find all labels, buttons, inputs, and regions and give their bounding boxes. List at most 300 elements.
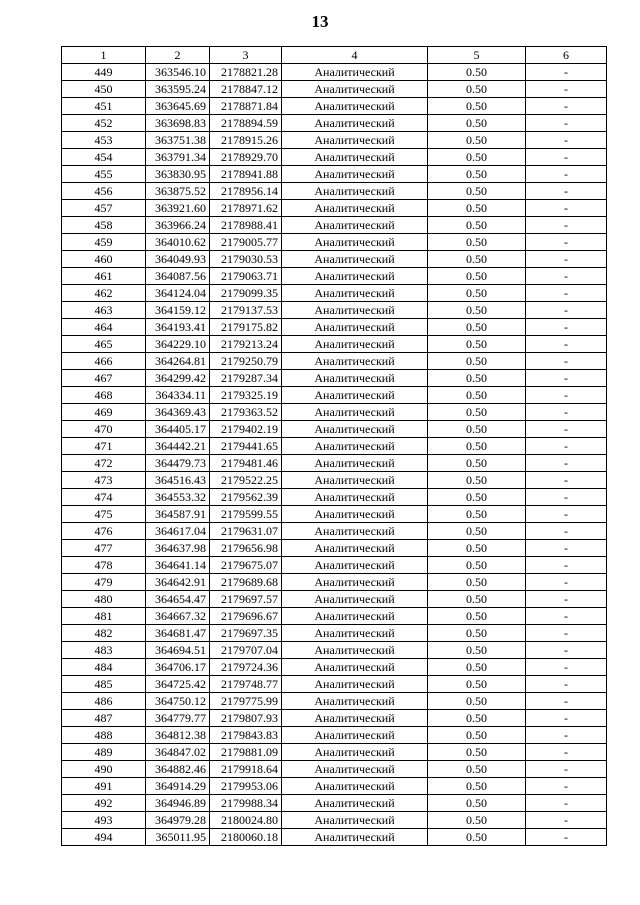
accuracy-cell: 0.50 (428, 438, 526, 455)
y-coordinate-cell: 2179063.71 (210, 268, 282, 285)
y-coordinate-cell: 2179599.55 (210, 506, 282, 523)
point-number-cell: 461 (62, 268, 146, 285)
point-number-cell: 481 (62, 608, 146, 625)
method-cell: Аналитический (282, 404, 428, 421)
method-cell: Аналитический (282, 98, 428, 115)
accuracy-cell: 0.50 (428, 693, 526, 710)
point-number-cell: 490 (62, 761, 146, 778)
method-cell: Аналитический (282, 200, 428, 217)
x-coordinate-cell: 364654.47 (146, 591, 210, 608)
accuracy-cell: 0.50 (428, 370, 526, 387)
point-number-cell: 492 (62, 795, 146, 812)
table-row (62, 81, 607, 98)
note-cell: - (526, 761, 607, 778)
y-coordinate-cell: 2178941.88 (210, 166, 282, 183)
method-cell: Аналитический (282, 64, 428, 81)
column-header-4: 4 (282, 47, 428, 64)
point-number-cell: 460 (62, 251, 146, 268)
method-cell: Аналитический (282, 234, 428, 251)
y-coordinate-cell: 2179656.98 (210, 540, 282, 557)
table-row (62, 795, 607, 812)
accuracy-cell: 0.50 (428, 608, 526, 625)
y-coordinate-cell: 2179287.34 (210, 370, 282, 387)
y-coordinate-cell: 2180024.80 (210, 812, 282, 829)
y-coordinate-cell: 2179030.53 (210, 251, 282, 268)
y-coordinate-cell: 2179213.24 (210, 336, 282, 353)
method-cell: Аналитический (282, 217, 428, 234)
note-cell: - (526, 523, 607, 540)
point-number-cell: 479 (62, 574, 146, 591)
x-coordinate-cell: 364049.93 (146, 251, 210, 268)
note-cell: - (526, 591, 607, 608)
x-coordinate-cell: 363791.34 (146, 149, 210, 166)
table-row (62, 268, 607, 285)
accuracy-cell: 0.50 (428, 574, 526, 591)
note-cell: - (526, 744, 607, 761)
accuracy-cell: 0.50 (428, 625, 526, 642)
method-cell: Аналитический (282, 421, 428, 438)
table-row (62, 166, 607, 183)
y-coordinate-cell: 2179175.82 (210, 319, 282, 336)
method-cell: Аналитический (282, 336, 428, 353)
note-cell: - (526, 370, 607, 387)
method-cell: Аналитический (282, 778, 428, 795)
method-cell: Аналитический (282, 370, 428, 387)
note-cell: - (526, 319, 607, 336)
point-number-cell: 453 (62, 132, 146, 149)
x-coordinate-cell: 364979.28 (146, 812, 210, 829)
accuracy-cell: 0.50 (428, 251, 526, 268)
point-number-cell: 451 (62, 98, 146, 115)
note-cell: - (526, 472, 607, 489)
note-cell: - (526, 489, 607, 506)
method-cell: Аналитический (282, 659, 428, 676)
note-cell: - (526, 336, 607, 353)
x-coordinate-cell: 363921.60 (146, 200, 210, 217)
method-cell: Аналитический (282, 387, 428, 404)
note-cell: - (526, 710, 607, 727)
note-cell: - (526, 659, 607, 676)
y-coordinate-cell: 2179631.07 (210, 523, 282, 540)
note-cell: - (526, 812, 607, 829)
x-coordinate-cell: 364299.42 (146, 370, 210, 387)
point-number-cell: 462 (62, 285, 146, 302)
y-coordinate-cell: 2179775.99 (210, 693, 282, 710)
point-number-cell: 455 (62, 166, 146, 183)
y-coordinate-cell: 2179137.53 (210, 302, 282, 319)
note-cell: - (526, 404, 607, 421)
y-coordinate-cell: 2179562.39 (210, 489, 282, 506)
table-row (62, 676, 607, 693)
note-cell: - (526, 608, 607, 625)
x-coordinate-cell: 364642.91 (146, 574, 210, 591)
accuracy-cell: 0.50 (428, 540, 526, 557)
x-coordinate-cell: 364010.62 (146, 234, 210, 251)
point-number-cell: 463 (62, 302, 146, 319)
accuracy-cell: 0.50 (428, 217, 526, 234)
method-cell: Аналитический (282, 115, 428, 132)
table-row (62, 302, 607, 319)
point-number-cell: 457 (62, 200, 146, 217)
column-header-5: 5 (428, 47, 526, 64)
note-cell: - (526, 387, 607, 404)
point-number-cell: 458 (62, 217, 146, 234)
accuracy-cell: 0.50 (428, 336, 526, 353)
method-cell: Аналитический (282, 489, 428, 506)
point-number-cell: 464 (62, 319, 146, 336)
y-coordinate-cell: 2179988.34 (210, 795, 282, 812)
point-number-cell: 459 (62, 234, 146, 251)
y-coordinate-cell: 2179522.25 (210, 472, 282, 489)
table-row (62, 319, 607, 336)
accuracy-cell: 0.50 (428, 829, 526, 846)
y-coordinate-cell: 2179696.67 (210, 608, 282, 625)
column-header-3: 3 (210, 47, 282, 64)
method-cell: Аналитический (282, 438, 428, 455)
table-row (62, 591, 607, 608)
y-coordinate-cell: 2179953.06 (210, 778, 282, 795)
x-coordinate-cell: 363751.38 (146, 132, 210, 149)
note-cell: - (526, 200, 607, 217)
table-row (62, 625, 607, 642)
point-number-cell: 486 (62, 693, 146, 710)
table-row (62, 64, 607, 81)
note-cell: - (526, 676, 607, 693)
note-cell: - (526, 98, 607, 115)
x-coordinate-cell: 364637.98 (146, 540, 210, 557)
x-coordinate-cell: 363966.24 (146, 217, 210, 234)
method-cell: Аналитический (282, 693, 428, 710)
note-cell: - (526, 642, 607, 659)
method-cell: Аналитический (282, 812, 428, 829)
y-coordinate-cell: 2179697.57 (210, 591, 282, 608)
y-coordinate-cell: 2179250.79 (210, 353, 282, 370)
point-number-cell: 456 (62, 183, 146, 200)
table-row (62, 812, 607, 829)
accuracy-cell: 0.50 (428, 506, 526, 523)
point-number-cell: 484 (62, 659, 146, 676)
table-row (62, 829, 607, 846)
accuracy-cell: 0.50 (428, 795, 526, 812)
accuracy-cell: 0.50 (428, 778, 526, 795)
note-cell: - (526, 727, 607, 744)
point-number-cell: 476 (62, 523, 146, 540)
accuracy-cell: 0.50 (428, 353, 526, 370)
y-coordinate-cell: 2179707.04 (210, 642, 282, 659)
method-cell: Аналитический (282, 557, 428, 574)
note-cell: - (526, 693, 607, 710)
accuracy-cell: 0.50 (428, 761, 526, 778)
accuracy-cell: 0.50 (428, 166, 526, 183)
method-cell: Аналитический (282, 166, 428, 183)
note-cell: - (526, 506, 607, 523)
method-cell: Аналитический (282, 727, 428, 744)
table-row (62, 761, 607, 778)
accuracy-cell: 0.50 (428, 744, 526, 761)
note-cell: - (526, 183, 607, 200)
note-cell: - (526, 455, 607, 472)
table-row (62, 557, 607, 574)
accuracy-cell: 0.50 (428, 132, 526, 149)
x-coordinate-cell: 363546.10 (146, 64, 210, 81)
note-cell: - (526, 574, 607, 591)
accuracy-cell: 0.50 (428, 404, 526, 421)
note-cell: - (526, 81, 607, 98)
note-cell: - (526, 557, 607, 574)
table-row (62, 540, 607, 557)
table-row (62, 285, 607, 302)
x-coordinate-cell: 363830.95 (146, 166, 210, 183)
y-coordinate-cell: 2178871.84 (210, 98, 282, 115)
accuracy-cell: 0.50 (428, 421, 526, 438)
table-row (62, 387, 607, 404)
method-cell: Аналитический (282, 319, 428, 336)
table-row (62, 115, 607, 132)
point-number-cell: 474 (62, 489, 146, 506)
page-number: 13 (311, 12, 329, 31)
table-row (62, 608, 607, 625)
accuracy-cell: 0.50 (428, 455, 526, 472)
accuracy-cell: 0.50 (428, 183, 526, 200)
accuracy-cell: 0.50 (428, 149, 526, 166)
table-row (62, 217, 607, 234)
point-number-cell: 480 (62, 591, 146, 608)
method-cell: Аналитический (282, 795, 428, 812)
x-coordinate-cell: 364193.41 (146, 319, 210, 336)
point-number-cell: 454 (62, 149, 146, 166)
table-row (62, 472, 607, 489)
table-row (62, 642, 607, 659)
point-number-cell: 489 (62, 744, 146, 761)
method-cell: Аналитический (282, 268, 428, 285)
y-coordinate-cell: 2179402.19 (210, 421, 282, 438)
accuracy-cell: 0.50 (428, 200, 526, 217)
coordinates-table (61, 46, 607, 846)
y-coordinate-cell: 2179697.35 (210, 625, 282, 642)
table-row (62, 421, 607, 438)
y-coordinate-cell: 2179918.64 (210, 761, 282, 778)
method-cell: Аналитический (282, 540, 428, 557)
point-number-cell: 491 (62, 778, 146, 795)
y-coordinate-cell: 2178821.28 (210, 64, 282, 81)
method-cell: Аналитический (282, 472, 428, 489)
accuracy-cell: 0.50 (428, 727, 526, 744)
note-cell: - (526, 540, 607, 557)
y-coordinate-cell: 2179881.09 (210, 744, 282, 761)
table-row (62, 149, 607, 166)
note-cell: - (526, 166, 607, 183)
accuracy-cell: 0.50 (428, 268, 526, 285)
x-coordinate-cell: 364882.46 (146, 761, 210, 778)
accuracy-cell: 0.50 (428, 302, 526, 319)
point-number-cell: 467 (62, 370, 146, 387)
table-row (62, 132, 607, 149)
note-cell: - (526, 795, 607, 812)
table-row (62, 336, 607, 353)
point-number-cell: 465 (62, 336, 146, 353)
table-body (62, 47, 607, 846)
note-cell: - (526, 217, 607, 234)
y-coordinate-cell: 2178956.14 (210, 183, 282, 200)
point-number-cell: 466 (62, 353, 146, 370)
y-coordinate-cell: 2178847.12 (210, 81, 282, 98)
x-coordinate-cell: 363645.69 (146, 98, 210, 115)
x-coordinate-cell: 364442.21 (146, 438, 210, 455)
x-coordinate-cell: 364706.17 (146, 659, 210, 676)
accuracy-cell: 0.50 (428, 523, 526, 540)
y-coordinate-cell: 2179363.52 (210, 404, 282, 421)
table-row (62, 438, 607, 455)
table-row (62, 727, 607, 744)
table-row (62, 659, 607, 676)
accuracy-cell: 0.50 (428, 659, 526, 676)
note-cell: - (526, 625, 607, 642)
y-coordinate-cell: 2178915.26 (210, 132, 282, 149)
method-cell: Аналитический (282, 761, 428, 778)
table-row (62, 370, 607, 387)
method-cell: Аналитический (282, 642, 428, 659)
point-number-cell: 470 (62, 421, 146, 438)
note-cell: - (526, 234, 607, 251)
method-cell: Аналитический (282, 676, 428, 693)
accuracy-cell: 0.50 (428, 710, 526, 727)
y-coordinate-cell: 2179005.77 (210, 234, 282, 251)
x-coordinate-cell: 364479.73 (146, 455, 210, 472)
note-cell: - (526, 302, 607, 319)
accuracy-cell: 0.50 (428, 642, 526, 659)
table-row (62, 404, 607, 421)
point-number-cell: 450 (62, 81, 146, 98)
method-cell: Аналитический (282, 744, 428, 761)
table-row (62, 778, 607, 795)
x-coordinate-cell: 364779.77 (146, 710, 210, 727)
point-number-cell: 477 (62, 540, 146, 557)
x-coordinate-cell: 364264.81 (146, 353, 210, 370)
table-row (62, 506, 607, 523)
note-cell: - (526, 132, 607, 149)
accuracy-cell: 0.50 (428, 676, 526, 693)
x-coordinate-cell: 364553.32 (146, 489, 210, 506)
table-row (62, 353, 607, 370)
table-row (62, 710, 607, 727)
note-cell: - (526, 829, 607, 846)
x-coordinate-cell: 364617.04 (146, 523, 210, 540)
note-cell: - (526, 149, 607, 166)
method-cell: Аналитический (282, 710, 428, 727)
y-coordinate-cell: 2178988.41 (210, 217, 282, 234)
accuracy-cell: 0.50 (428, 234, 526, 251)
note-cell: - (526, 778, 607, 795)
method-cell: Аналитический (282, 506, 428, 523)
accuracy-cell: 0.50 (428, 115, 526, 132)
point-number-cell: 483 (62, 642, 146, 659)
method-cell: Аналитический (282, 183, 428, 200)
y-coordinate-cell: 2179748.77 (210, 676, 282, 693)
y-coordinate-cell: 2179675.07 (210, 557, 282, 574)
x-coordinate-cell: 363698.83 (146, 115, 210, 132)
x-coordinate-cell: 364369.43 (146, 404, 210, 421)
x-coordinate-cell: 364667.32 (146, 608, 210, 625)
x-coordinate-cell: 364946.89 (146, 795, 210, 812)
table-row (62, 744, 607, 761)
y-coordinate-cell: 2179481.46 (210, 455, 282, 472)
note-cell: - (526, 438, 607, 455)
table-row (62, 183, 607, 200)
accuracy-cell: 0.50 (428, 489, 526, 506)
y-coordinate-cell: 2179807.93 (210, 710, 282, 727)
y-coordinate-cell: 2178971.62 (210, 200, 282, 217)
accuracy-cell: 0.50 (428, 64, 526, 81)
note-cell: - (526, 268, 607, 285)
method-cell: Аналитический (282, 81, 428, 98)
accuracy-cell: 0.50 (428, 98, 526, 115)
accuracy-cell: 0.50 (428, 319, 526, 336)
point-number-cell: 468 (62, 387, 146, 404)
note-cell: - (526, 421, 607, 438)
method-cell: Аналитический (282, 625, 428, 642)
method-cell: Аналитический (282, 285, 428, 302)
y-coordinate-cell: 2178894.59 (210, 115, 282, 132)
method-cell: Аналитический (282, 608, 428, 625)
note-cell: - (526, 64, 607, 81)
method-cell: Аналитический (282, 251, 428, 268)
y-coordinate-cell: 2179724.36 (210, 659, 282, 676)
x-coordinate-cell: 364405.17 (146, 421, 210, 438)
column-header-2: 2 (146, 47, 210, 64)
method-cell: Аналитический (282, 523, 428, 540)
point-number-cell: 469 (62, 404, 146, 421)
x-coordinate-cell: 364694.51 (146, 642, 210, 659)
x-coordinate-cell: 363875.52 (146, 183, 210, 200)
accuracy-cell: 0.50 (428, 812, 526, 829)
y-coordinate-cell: 2179099.35 (210, 285, 282, 302)
method-cell: Аналитический (282, 455, 428, 472)
accuracy-cell: 0.50 (428, 472, 526, 489)
method-cell: Аналитический (282, 132, 428, 149)
point-number-cell: 449 (62, 64, 146, 81)
point-number-cell: 475 (62, 506, 146, 523)
x-coordinate-cell: 365011.95 (146, 829, 210, 846)
method-cell: Аналитический (282, 149, 428, 166)
y-coordinate-cell: 2179325.19 (210, 387, 282, 404)
x-coordinate-cell: 364087.56 (146, 268, 210, 285)
note-cell: - (526, 115, 607, 132)
table-row (62, 693, 607, 710)
accuracy-cell: 0.50 (428, 387, 526, 404)
point-number-cell: 472 (62, 455, 146, 472)
y-coordinate-cell: 2179441.65 (210, 438, 282, 455)
y-coordinate-cell: 2178929.70 (210, 149, 282, 166)
y-coordinate-cell: 2179843.83 (210, 727, 282, 744)
table-row (62, 98, 607, 115)
method-cell: Аналитический (282, 302, 428, 319)
x-coordinate-cell: 364641.14 (146, 557, 210, 574)
table-row (62, 455, 607, 472)
table-row (62, 251, 607, 268)
point-number-cell: 494 (62, 829, 146, 846)
table-row (62, 523, 607, 540)
table-row (62, 200, 607, 217)
x-coordinate-cell: 364334.11 (146, 387, 210, 404)
x-coordinate-cell: 364725.42 (146, 676, 210, 693)
method-cell: Аналитический (282, 591, 428, 608)
header-row (62, 47, 607, 64)
y-coordinate-cell: 2180060.18 (210, 829, 282, 846)
accuracy-cell: 0.50 (428, 591, 526, 608)
method-cell: Аналитический (282, 574, 428, 591)
x-coordinate-cell: 364516.43 (146, 472, 210, 489)
accuracy-cell: 0.50 (428, 81, 526, 98)
